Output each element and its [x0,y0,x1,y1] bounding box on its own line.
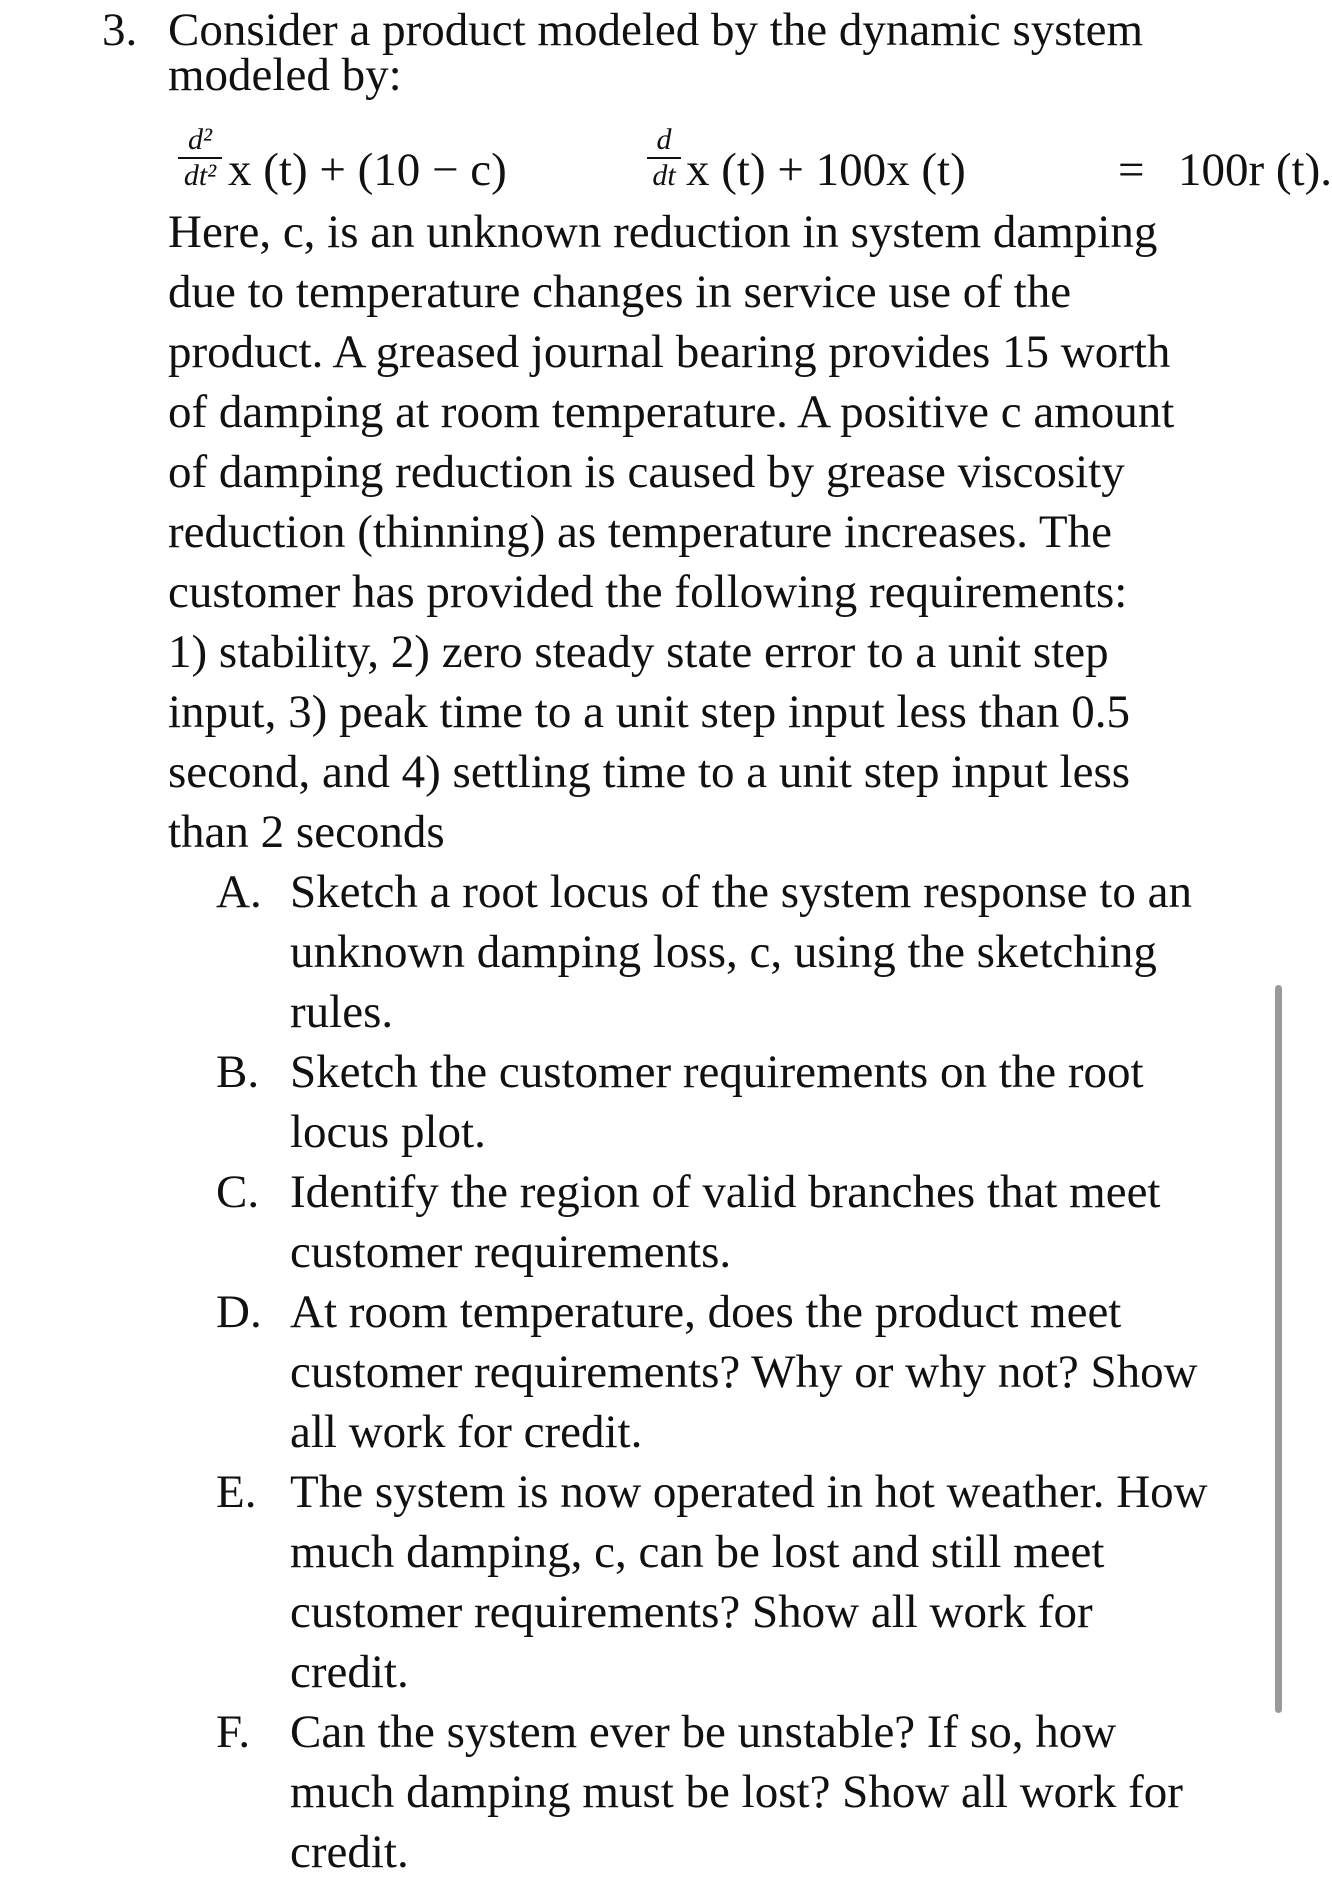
part-d-line: customer requirements? Why or why not? Show [290,1346,1198,1398]
part-e-line: The system is now operated in hot weather. How [290,1466,1208,1518]
equation-rhs: 100r (t). [1178,144,1332,196]
body-line: product. A greased journal bearing provides 15 worth [168,326,1171,378]
body-line: due to temperature changes in service use of the [168,266,1072,318]
body-line: second, and 4) settling time to a unit step input less [168,746,1131,798]
part-f-letter: F. [216,1706,251,1758]
part-c-line: customer requirements. [290,1226,732,1278]
fraction-denominator: dt [652,159,676,192]
body-line: Here, c, is an unknown reduction in system damping [168,206,1158,258]
intro-line: modeled by: [168,49,402,101]
part-f-line: credit. [290,1826,409,1878]
equation-term: x (t) + (10 − c) [228,144,507,196]
body-line: 1) stability, 2) zero steady state error to a unit step [168,626,1109,678]
intro-line: Consider a product modeled by the dynamic system [168,4,1144,56]
part-a-letter: A. [216,866,262,918]
equation-term: x (t) + 100x (t) [686,144,966,196]
part-e-line: credit. [290,1646,409,1698]
question-number: 3. [102,4,138,56]
fraction-numerator: d² [188,123,212,156]
body-line: of damping reduction is caused by grease viscosity [168,446,1125,498]
part-c-line: Identify the region of valid branches that meet [290,1166,1161,1218]
body-line: reduction (thinning) as temperature increases. The [168,506,1112,558]
part-e-letter: E. [216,1466,257,1518]
part-d-letter: D. [216,1286,262,1338]
part-e-line: customer requirements? Show all work for [290,1586,1093,1638]
part-b-line: locus plot. [290,1106,486,1158]
body-line: customer has provided the following requirements: [168,566,1128,618]
part-a-line: rules. [290,986,394,1038]
part-a-line: unknown damping loss, c, using the sketching [290,926,1157,978]
body-line: input, 3) peak time to a unit step input less than 0.5 [168,686,1131,738]
body-line: than 2 seconds [168,806,445,858]
first-derivative-fraction [647,124,681,192]
part-e-line: much damping, c, can be lost and still meet [290,1526,1105,1578]
part-b-letter: B. [216,1046,260,1098]
part-c-letter: C. [216,1166,260,1218]
part-f-line: much damping must be lost? Show all work for [290,1766,1183,1818]
part-d-line: At room temperature, does the product meet [290,1286,1122,1338]
part-d-line: all work for credit. [290,1406,643,1458]
body-line: of damping at room temperature. A positive c amount [168,386,1175,438]
scrollbar[interactable] [1275,985,1282,1713]
part-b-line: Sketch the customer requirements on the root [290,1046,1144,1098]
part-f-line: Can the system ever be unstable? If so, how [290,1706,1117,1758]
part-a-line: Sketch a root locus of the system response to an [290,866,1192,918]
second-derivative-fraction [178,124,222,192]
equation [166,120,1332,204]
fraction-numerator: d [656,123,672,156]
equation-equals: = [1118,144,1145,196]
fraction-denominator: dt² [183,159,217,192]
